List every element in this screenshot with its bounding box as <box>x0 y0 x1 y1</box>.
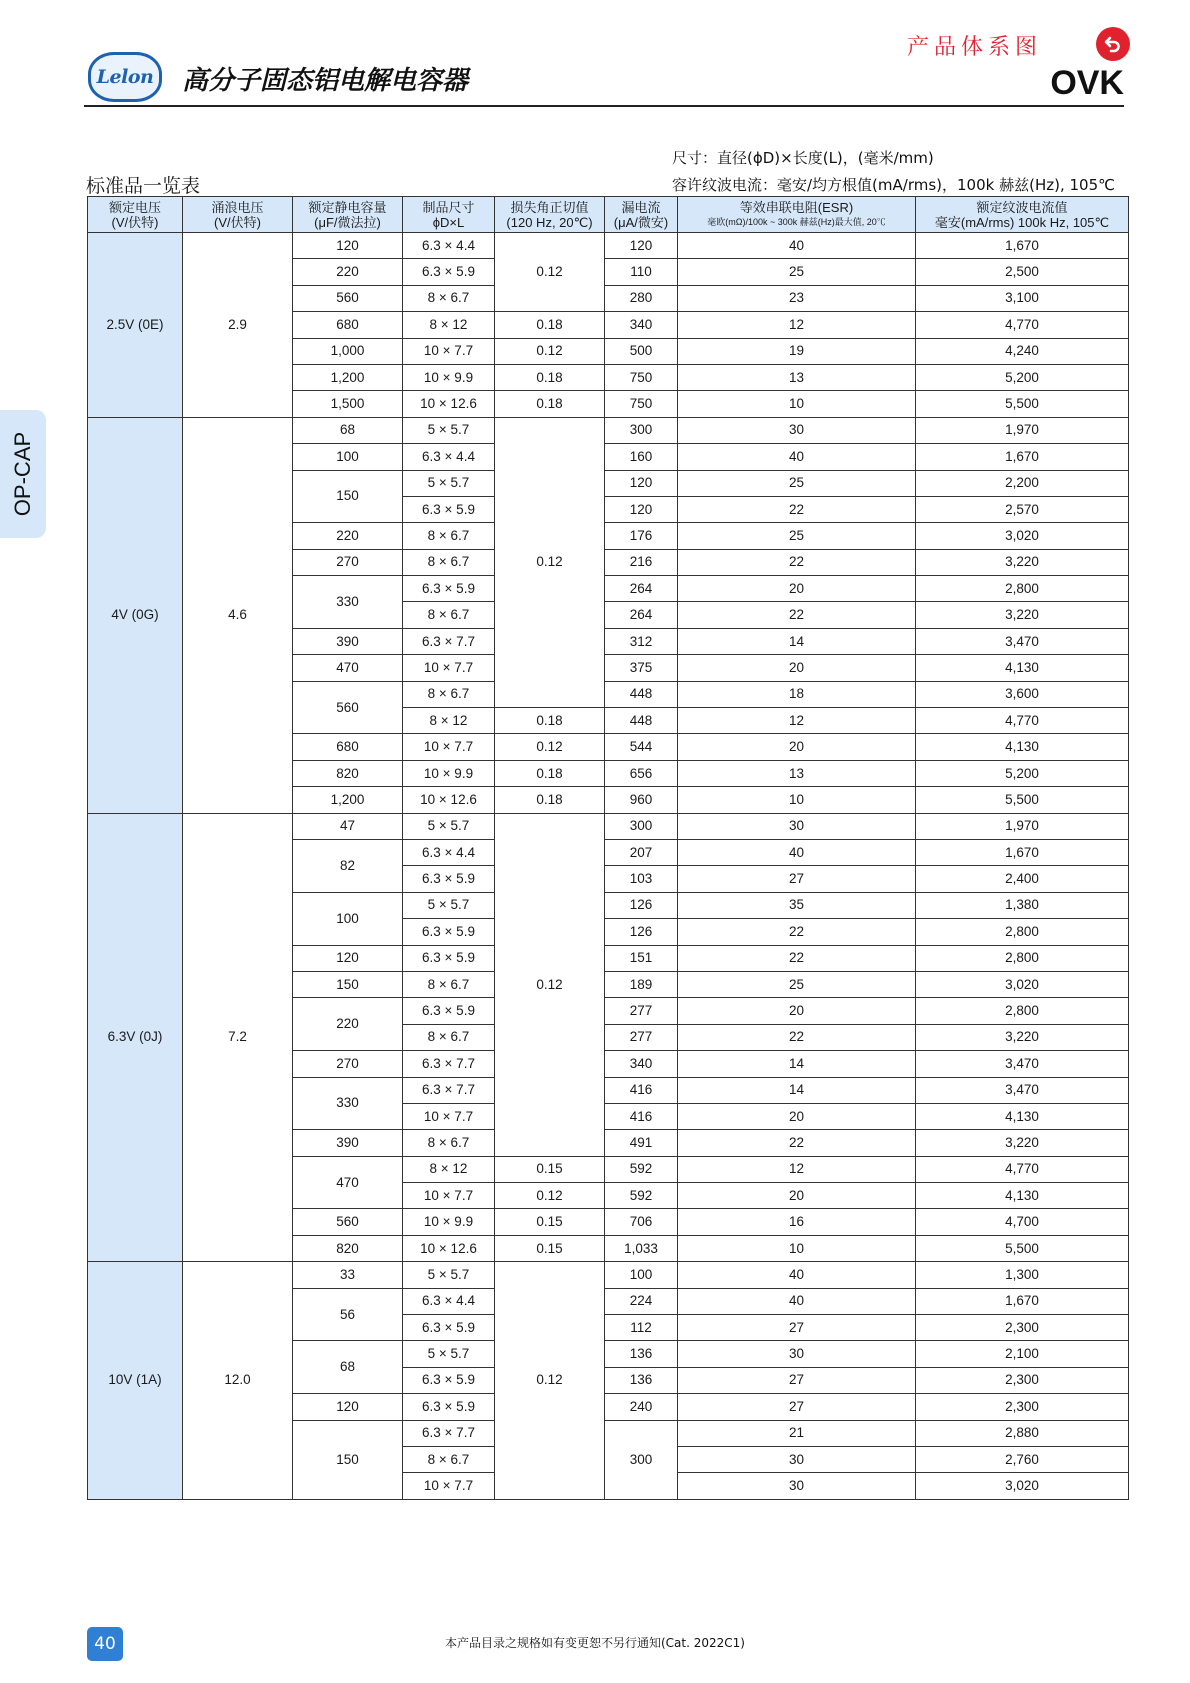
capacitance-cell: 470 <box>293 655 403 681</box>
ripple-current-cell: 4,770 <box>916 312 1129 338</box>
capacitance-cell: 1,200 <box>293 364 403 390</box>
leakage-current-cell: 544 <box>605 734 678 760</box>
table-body <box>88 233 1129 1500</box>
leakage-current-cell: 103 <box>605 866 678 892</box>
capacitance-cell: 270 <box>293 549 403 575</box>
arrow-return-glyph <box>1103 34 1123 54</box>
esr-cell: 14 <box>678 1051 916 1077</box>
esr-cell: 14 <box>678 1077 916 1103</box>
leakage-current-cell: 656 <box>605 760 678 786</box>
case-size-cell: 5 × 5.7 <box>403 892 495 918</box>
case-size-cell: 8 × 12 <box>403 312 495 338</box>
tan-delta-cell: 0.12 <box>495 813 605 1156</box>
case-size-cell: 5 × 5.7 <box>403 470 495 496</box>
ripple-current-cell: 1,670 <box>916 444 1129 470</box>
leakage-current-cell: 300 <box>605 417 678 443</box>
leakage-current-cell: 750 <box>605 364 678 390</box>
capacitance-cell: 120 <box>293 945 403 971</box>
leakage-current-cell: 960 <box>605 787 678 813</box>
esr-cell: 13 <box>678 364 916 390</box>
ripple-current-cell: 4,130 <box>916 734 1129 760</box>
esr-cell: 22 <box>678 945 916 971</box>
footer-note: 本产品目录之规格如有变更恕不另行通知(Cat. 2022C1) <box>445 1636 745 1650</box>
leakage-current-cell: 240 <box>605 1394 678 1420</box>
logo-text: Lelon <box>96 66 154 88</box>
capacitance-cell: 220 <box>293 523 403 549</box>
leakage-current-cell: 126 <box>605 919 678 945</box>
leakage-current-cell: 375 <box>605 655 678 681</box>
ripple-current-cell: 4,770 <box>916 708 1129 734</box>
capacitance-cell: 470 <box>293 1156 403 1209</box>
ripple-current-cell: 4,130 <box>916 1103 1129 1129</box>
ripple-current-cell: 3,020 <box>916 1473 1129 1499</box>
esr-cell: 19 <box>678 338 916 364</box>
capacitance-cell: 56 <box>293 1288 403 1341</box>
esr-cell: 25 <box>678 971 916 997</box>
capacitance-cell: 220 <box>293 998 403 1051</box>
leakage-current-cell: 300 <box>605 1420 678 1499</box>
case-size-cell: 10 × 12.6 <box>403 787 495 813</box>
case-size-cell: 8 × 6.7 <box>403 549 495 575</box>
header-case-size: 制品尺寸 ϕD×L <box>403 197 495 233</box>
capacitance-cell: 100 <box>293 892 403 945</box>
case-size-cell: 6.3 × 4.4 <box>403 839 495 865</box>
ripple-current-cell: 3,220 <box>916 602 1129 628</box>
leakage-current-cell: 216 <box>605 549 678 575</box>
leakage-current-cell: 750 <box>605 391 678 417</box>
ripple-current-cell: 2,800 <box>916 919 1129 945</box>
ripple-current-cell: 2,500 <box>916 259 1129 285</box>
esr-cell: 23 <box>678 285 916 311</box>
ripple-current-cell: 2,800 <box>916 998 1129 1024</box>
esr-cell: 22 <box>678 549 916 575</box>
ripple-current-cell: 2,800 <box>916 576 1129 602</box>
ripple-current-cell: 2,760 <box>916 1446 1129 1472</box>
leakage-current-cell: 300 <box>605 813 678 839</box>
case-size-cell: 8 × 6.7 <box>403 285 495 311</box>
header-ripple-current: 额定纹波电流值 毫安(mA/rms) 100k Hz, 105℃ <box>916 197 1129 233</box>
leakage-current-cell: 120 <box>605 470 678 496</box>
capacitance-cell: 1,200 <box>293 787 403 813</box>
leakage-current-cell: 500 <box>605 338 678 364</box>
case-size-cell: 6.3 × 4.4 <box>403 233 495 259</box>
page-title: 高分子固态铝电解电容器 <box>182 66 469 96</box>
esr-cell: 10 <box>678 787 916 813</box>
ripple-current-cell: 1,670 <box>916 1288 1129 1314</box>
tan-delta-cell: 0.12 <box>495 734 605 760</box>
esr-cell: 10 <box>678 391 916 417</box>
tan-delta-cell: 0.18 <box>495 364 605 390</box>
esr-cell: 22 <box>678 919 916 945</box>
leakage-current-cell: 112 <box>605 1315 678 1341</box>
rated-voltage-cell: 4V (0G) <box>88 417 183 813</box>
leakage-current-cell: 110 <box>605 259 678 285</box>
esr-cell: 10 <box>678 1235 916 1261</box>
table-row <box>88 1262 1129 1288</box>
case-size-cell: 10 × 9.9 <box>403 760 495 786</box>
ripple-current-cell: 4,770 <box>916 1156 1129 1182</box>
ripple-current-cell: 2,880 <box>916 1420 1129 1446</box>
tan-delta-cell: 0.12 <box>495 1262 605 1500</box>
ripple-current-cell: 1,970 <box>916 813 1129 839</box>
esr-cell: 18 <box>678 681 916 707</box>
ripple-current-cell: 3,100 <box>916 285 1129 311</box>
ripple-current-cell: 5,200 <box>916 760 1129 786</box>
esr-cell: 40 <box>678 1262 916 1288</box>
case-size-cell: 6.3 × 5.9 <box>403 259 495 285</box>
esr-cell: 30 <box>678 1446 916 1472</box>
esr-cell: 27 <box>678 866 916 892</box>
case-size-cell: 6.3 × 5.9 <box>403 919 495 945</box>
case-size-cell: 8 × 6.7 <box>403 971 495 997</box>
case-size-cell: 6.3 × 5.9 <box>403 1367 495 1393</box>
leakage-current-cell: 340 <box>605 312 678 338</box>
header-tan-delta: 损失角正切值 (120 Hz, 20℃) <box>495 197 605 233</box>
capacitance-cell: 270 <box>293 1051 403 1077</box>
case-size-cell: 8 × 6.7 <box>403 602 495 628</box>
ripple-current-cell: 4,240 <box>916 338 1129 364</box>
case-size-cell: 8 × 6.7 <box>403 1024 495 1050</box>
case-size-cell: 8 × 6.7 <box>403 681 495 707</box>
case-size-cell: 6.3 × 5.9 <box>403 496 495 522</box>
case-size-cell: 6.3 × 5.9 <box>403 1394 495 1420</box>
capacitance-cell: 560 <box>293 1209 403 1235</box>
leakage-current-cell: 224 <box>605 1288 678 1314</box>
surge-voltage-cell: 7.2 <box>183 813 293 1262</box>
leakage-current-cell: 126 <box>605 892 678 918</box>
leakage-current-cell: 160 <box>605 444 678 470</box>
case-size-cell: 8 × 6.7 <box>403 1130 495 1156</box>
case-size-cell: 5 × 5.7 <box>403 417 495 443</box>
tan-delta-cell: 0.18 <box>495 760 605 786</box>
case-size-cell: 6.3 × 5.9 <box>403 1315 495 1341</box>
case-size-cell: 6.3 × 7.7 <box>403 1051 495 1077</box>
ripple-current-cell: 2,800 <box>916 945 1129 971</box>
case-size-cell: 8 × 6.7 <box>403 1446 495 1472</box>
case-size-cell: 6.3 × 5.9 <box>403 998 495 1024</box>
leakage-current-cell: 100 <box>605 1262 678 1288</box>
rated-voltage-cell: 10V (1A) <box>88 1262 183 1500</box>
ripple-current-cell: 3,600 <box>916 681 1129 707</box>
capacitance-cell: 1,000 <box>293 338 403 364</box>
ripple-current-cell: 3,470 <box>916 1051 1129 1077</box>
leakage-current-cell: 416 <box>605 1077 678 1103</box>
capacitance-cell: 330 <box>293 576 403 629</box>
capacitance-cell: 68 <box>293 417 403 443</box>
leakage-current-cell: 277 <box>605 1024 678 1050</box>
table-row <box>88 233 1129 259</box>
capacitance-cell: 220 <box>293 259 403 285</box>
ripple-current-cell: 1,380 <box>916 892 1129 918</box>
ripple-current-cell: 2,400 <box>916 866 1129 892</box>
ripple-current-cell: 3,020 <box>916 523 1129 549</box>
header-rated-voltage: 额定电压 (V/伏特) <box>88 197 183 233</box>
capacitance-cell: 820 <box>293 760 403 786</box>
lelon-logo <box>88 52 162 102</box>
rated-voltage-cell: 2.5V (0E) <box>88 233 183 418</box>
leakage-current-cell: 120 <box>605 496 678 522</box>
leakage-current-cell: 592 <box>605 1183 678 1209</box>
leakage-current-cell: 416 <box>605 1103 678 1129</box>
ripple-current-cell: 2,200 <box>916 470 1129 496</box>
leakage-current-cell: 280 <box>605 285 678 311</box>
case-size-cell: 6.3 × 5.9 <box>403 576 495 602</box>
esr-cell: 22 <box>678 1130 916 1156</box>
case-size-cell: 8 × 12 <box>403 1156 495 1182</box>
ripple-current-cell: 2,300 <box>916 1367 1129 1393</box>
side-tab-op-cap[interactable] <box>0 410 46 538</box>
esr-cell: 40 <box>678 444 916 470</box>
case-size-cell: 10 × 9.9 <box>403 1209 495 1235</box>
case-size-cell: 8 × 12 <box>403 708 495 734</box>
leakage-current-cell: 592 <box>605 1156 678 1182</box>
tan-delta-cell: 0.15 <box>495 1235 605 1261</box>
tan-delta-cell: 0.12 <box>495 417 605 707</box>
ripple-current-cell: 3,220 <box>916 1130 1129 1156</box>
case-size-cell: 6.3 × 7.7 <box>403 1420 495 1446</box>
esr-cell: 20 <box>678 734 916 760</box>
capacitance-cell: 82 <box>293 839 403 892</box>
capacitance-cell: 560 <box>293 285 403 311</box>
ripple-current-cell: 1,300 <box>916 1262 1129 1288</box>
esr-cell: 30 <box>678 1341 916 1367</box>
tan-delta-cell: 0.15 <box>495 1209 605 1235</box>
arrow-return-icon[interactable] <box>1096 27 1130 61</box>
ripple-current-cell: 2,300 <box>916 1394 1129 1420</box>
table-row <box>88 417 1129 443</box>
leakage-current-cell: 136 <box>605 1341 678 1367</box>
case-size-cell: 10 × 9.9 <box>403 364 495 390</box>
ripple-current-cell: 4,700 <box>916 1209 1129 1235</box>
ripple-current-cell: 1,670 <box>916 839 1129 865</box>
tan-delta-cell: 0.18 <box>495 391 605 417</box>
esr-cell: 30 <box>678 1473 916 1499</box>
esr-cell: 21 <box>678 1420 916 1446</box>
case-size-cell: 6.3 × 4.4 <box>403 1288 495 1314</box>
ripple-current-cell: 3,220 <box>916 549 1129 575</box>
surge-voltage-cell: 2.9 <box>183 233 293 418</box>
leakage-current-cell: 340 <box>605 1051 678 1077</box>
tan-delta-cell: 0.15 <box>495 1156 605 1182</box>
ripple-current-cell: 5,500 <box>916 1235 1129 1261</box>
capacitance-cell: 680 <box>293 734 403 760</box>
capacitance-cell: 120 <box>293 233 403 259</box>
leakage-current-cell: 706 <box>605 1209 678 1235</box>
esr-cell: 20 <box>678 576 916 602</box>
ripple-current-cell: 1,970 <box>916 417 1129 443</box>
esr-cell: 40 <box>678 233 916 259</box>
leakage-current-cell: 120 <box>605 233 678 259</box>
capacitance-cell: 390 <box>293 1130 403 1156</box>
leakage-current-cell: 207 <box>605 839 678 865</box>
table-header-row <box>88 197 1129 233</box>
product-system-link[interactable]: 产品体系图 <box>906 35 1042 60</box>
leakage-current-cell: 448 <box>605 681 678 707</box>
case-size-cell: 10 × 7.7 <box>403 1473 495 1499</box>
leakage-current-cell: 189 <box>605 971 678 997</box>
ripple-current-cell: 5,200 <box>916 364 1129 390</box>
ripple-current-cell: 4,130 <box>916 1183 1129 1209</box>
capacitance-cell: 150 <box>293 1420 403 1499</box>
capacitance-cell: 47 <box>293 813 403 839</box>
capacitance-cell: 68 <box>293 1341 403 1394</box>
surge-voltage-cell: 4.6 <box>183 417 293 813</box>
case-size-cell: 5 × 5.7 <box>403 813 495 839</box>
ripple-current-cell: 2,100 <box>916 1341 1129 1367</box>
esr-cell: 14 <box>678 628 916 654</box>
page-number: 40 <box>87 1627 123 1661</box>
ripple-current-cell: 2,300 <box>916 1315 1129 1341</box>
capacitance-cell: 33 <box>293 1262 403 1288</box>
esr-cell: 20 <box>678 1183 916 1209</box>
tan-delta-cell: 0.18 <box>495 787 605 813</box>
header-esr: 等效串联电阻(ESR) 毫欧(mΩ)/100k ~ 300k 赫兹(Hz)最大值, 20℃ <box>678 197 916 233</box>
ripple-current-cell: 2,570 <box>916 496 1129 522</box>
case-size-cell: 5 × 5.7 <box>403 1341 495 1367</box>
ripple-current-note: 容许纹波电流：毫安/均方根值(mA/rms)，100k 赫兹(Hz), 105℃ <box>672 176 1115 194</box>
capacitance-cell: 1,500 <box>293 391 403 417</box>
ripple-current-cell: 5,500 <box>916 391 1129 417</box>
esr-cell: 30 <box>678 813 916 839</box>
ripple-current-cell: 1,670 <box>916 233 1129 259</box>
case-size-cell: 10 × 7.7 <box>403 1183 495 1209</box>
header-leakage-current: 漏电流 (μA/微安) <box>605 197 678 233</box>
tan-delta-cell: 0.12 <box>495 1183 605 1209</box>
leakage-current-cell: 491 <box>605 1130 678 1156</box>
esr-cell: 25 <box>678 259 916 285</box>
case-size-cell: 10 × 7.7 <box>403 655 495 681</box>
rated-voltage-cell: 6.3V (0J) <box>88 813 183 1262</box>
capacitance-cell: 120 <box>293 1394 403 1420</box>
leakage-current-cell: 264 <box>605 602 678 628</box>
list-title: 标准品一览表 <box>86 175 201 197</box>
standard-products-table <box>87 196 1129 1500</box>
surge-voltage-cell: 12.0 <box>183 1262 293 1500</box>
esr-cell: 22 <box>678 1024 916 1050</box>
capacitance-cell: 560 <box>293 681 403 734</box>
tan-delta-cell: 0.18 <box>495 312 605 338</box>
capacitance-cell: 150 <box>293 971 403 997</box>
case-size-cell: 10 × 12.6 <box>403 391 495 417</box>
ripple-current-cell: 3,220 <box>916 1024 1129 1050</box>
table-row <box>88 813 1129 839</box>
case-size-cell: 6.3 × 5.9 <box>403 945 495 971</box>
esr-cell: 22 <box>678 496 916 522</box>
capacitance-cell: 680 <box>293 312 403 338</box>
header-surge-voltage: 涌浪电压 (V/伏特) <box>183 197 293 233</box>
esr-cell: 22 <box>678 602 916 628</box>
leakage-current-cell: 277 <box>605 998 678 1024</box>
esr-cell: 20 <box>678 655 916 681</box>
esr-cell: 40 <box>678 1288 916 1314</box>
case-size-cell: 5 × 5.7 <box>403 1262 495 1288</box>
leakage-current-cell: 176 <box>605 523 678 549</box>
capacitance-cell: 100 <box>293 444 403 470</box>
ripple-current-cell: 4,130 <box>916 655 1129 681</box>
leakage-current-cell: 264 <box>605 576 678 602</box>
leakage-current-cell: 136 <box>605 1367 678 1393</box>
tan-delta-cell: 0.18 <box>495 708 605 734</box>
case-size-cell: 6.3 × 7.7 <box>403 1077 495 1103</box>
header-capacitance: 额定静电容量 (μF/微法拉) <box>293 197 403 233</box>
esr-cell: 35 <box>678 892 916 918</box>
esr-cell: 30 <box>678 417 916 443</box>
esr-cell: 13 <box>678 760 916 786</box>
esr-cell: 20 <box>678 1103 916 1129</box>
esr-cell: 27 <box>678 1367 916 1393</box>
case-size-cell: 6.3 × 4.4 <box>403 444 495 470</box>
leakage-current-cell: 1,033 <box>605 1235 678 1261</box>
tan-delta-cell: 0.12 <box>495 233 605 312</box>
ripple-current-cell: 3,020 <box>916 971 1129 997</box>
esr-cell: 25 <box>678 470 916 496</box>
case-size-cell: 10 × 12.6 <box>403 1235 495 1261</box>
esr-cell: 16 <box>678 1209 916 1235</box>
header-divider <box>84 105 1124 107</box>
esr-cell: 12 <box>678 312 916 338</box>
case-size-cell: 10 × 7.7 <box>403 734 495 760</box>
case-size-cell: 10 × 7.7 <box>403 338 495 364</box>
capacitance-cell: 390 <box>293 628 403 654</box>
case-size-cell: 10 × 7.7 <box>403 1103 495 1129</box>
esr-cell: 27 <box>678 1394 916 1420</box>
series-name: OVK <box>1050 64 1124 102</box>
ripple-current-cell: 5,500 <box>916 787 1129 813</box>
case-size-cell: 6.3 × 7.7 <box>403 628 495 654</box>
capacitance-cell: 820 <box>293 1235 403 1261</box>
esr-cell: 12 <box>678 708 916 734</box>
esr-cell: 12 <box>678 1156 916 1182</box>
esr-cell: 25 <box>678 523 916 549</box>
esr-cell: 20 <box>678 998 916 1024</box>
capacitance-cell: 330 <box>293 1077 403 1130</box>
ripple-current-cell: 3,470 <box>916 628 1129 654</box>
side-tab-label: OP-CAP <box>10 431 35 517</box>
leakage-current-cell: 151 <box>605 945 678 971</box>
capacitance-cell: 150 <box>293 470 403 523</box>
leakage-current-cell: 448 <box>605 708 678 734</box>
esr-cell: 27 <box>678 1315 916 1341</box>
ripple-current-cell: 3,470 <box>916 1077 1129 1103</box>
esr-cell: 40 <box>678 839 916 865</box>
leakage-current-cell: 312 <box>605 628 678 654</box>
tan-delta-cell: 0.12 <box>495 338 605 364</box>
case-size-cell: 6.3 × 5.9 <box>403 866 495 892</box>
case-size-cell: 8 × 6.7 <box>403 523 495 549</box>
dimensions-note: 尺寸：直径(ϕD)×长度(L)，(毫米/mm) <box>672 149 934 167</box>
